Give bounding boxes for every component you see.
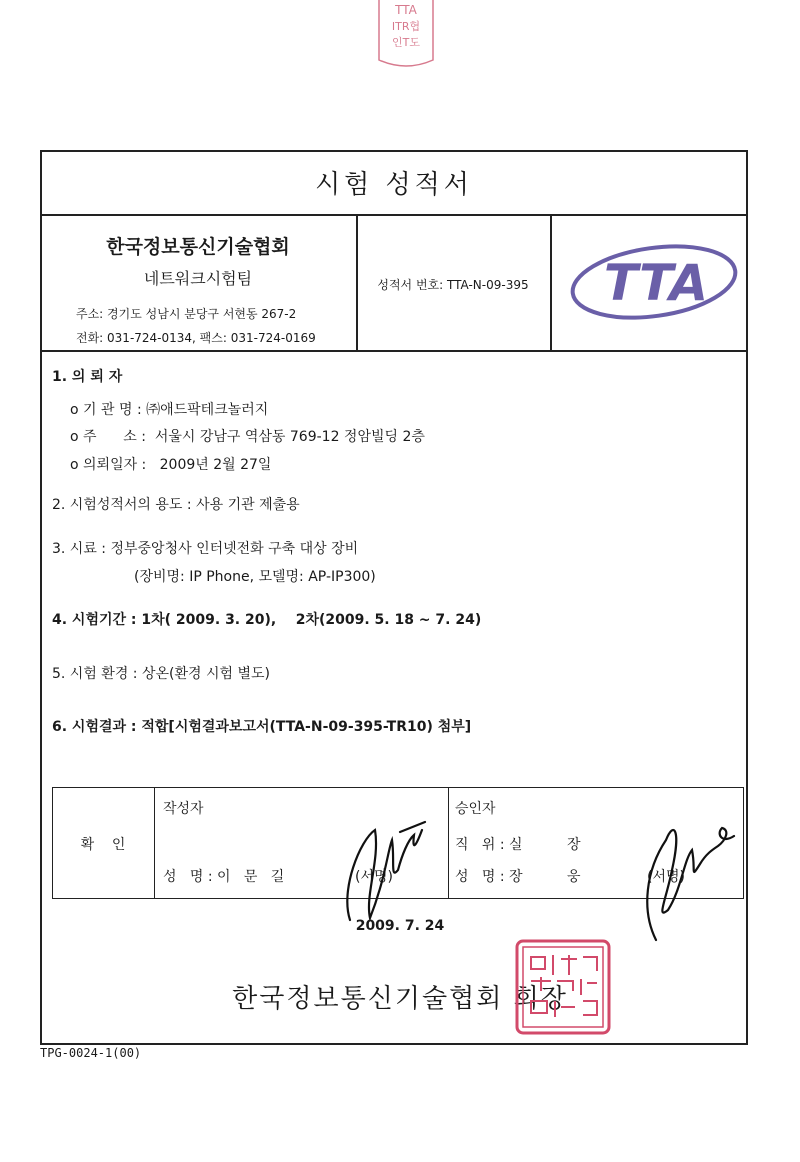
org-address: 주소: 경기도 성남시 분당구 서현동 267-2 — [76, 307, 297, 321]
tta-logo — [564, 234, 742, 334]
author-signature — [330, 800, 440, 930]
svg-text:TTA: TTA — [603, 254, 709, 312]
test-result: 6. 시험결과 : 적합[시험결과보고서(TTA-N-09-395-TR10) 첨부] — [52, 719, 472, 735]
issue-date: 2009. 7. 24 — [355, 918, 445, 934]
purpose-line: 2. 시험성적서의 용도 : 사용 기관 제출용 — [52, 497, 300, 513]
document-title: 시험 성적서 — [40, 150, 748, 216]
issuer-name: 한국정보통신기술협회 회장 — [232, 984, 568, 1014]
approver-heading: 승인자 — [455, 801, 496, 817]
official-seal-stamp — [513, 937, 613, 1037]
approver-sign-note: (서명) — [647, 869, 685, 885]
approver-name: 성 명 : 장 웅 — [455, 869, 581, 885]
top-seal-stamp — [375, 0, 437, 70]
requester-org: o 기 관 명 : ㈜애드팍테크놀러지 — [70, 402, 269, 418]
svg-text:ITR협: ITR협 — [391, 20, 421, 33]
confirm-label: 확 인 — [80, 837, 126, 853]
team-name: 네트워크시험팀 — [143, 269, 253, 288]
test-period: 4. 시험기간 : 1차( 2009. 3. 20), 2차(2009. 5. 18 ~ 7. 24) — [52, 612, 482, 628]
test-environment: 5. 시험 환경 : 상온(환경 시험 별도) — [52, 666, 270, 682]
org-phone-fax: 전화: 031-724-0134, 팩스: 031-724-0169 — [76, 331, 316, 345]
header-block — [40, 216, 748, 352]
form-code: TPG-0024-1(00) — [40, 1046, 142, 1060]
sample-line: 3. 시료 : 정부중앙청사 인터넷전화 구축 대상 장비 — [52, 541, 359, 557]
requester-date: o 의뢰일자 : 2009년 2월 27일 — [70, 457, 272, 473]
author-name: 성 명 : 이 문 길 — [163, 869, 285, 885]
author-heading: 작성자 — [163, 801, 204, 817]
sample-detail: (장비명: IP Phone, 모델명: AP-IP300) — [134, 569, 376, 585]
cert-number: 성적서 번호: TTA-N-09-395 — [377, 278, 529, 292]
org-name: 한국정보통신기술협회 — [106, 236, 290, 258]
requester-heading: 1. 의 뢰 자 — [52, 369, 123, 385]
svg-text:인T도: 인T도 — [392, 36, 420, 49]
svg-text:TTA: TTA — [395, 3, 417, 17]
approver-title: 직 위 : 실 장 — [455, 837, 581, 853]
requester-address: o 주 소 : 서울시 강남구 역삼동 769-12 정암빌딩 2층 — [70, 429, 425, 445]
author-sign-note: (서명) — [355, 869, 393, 885]
